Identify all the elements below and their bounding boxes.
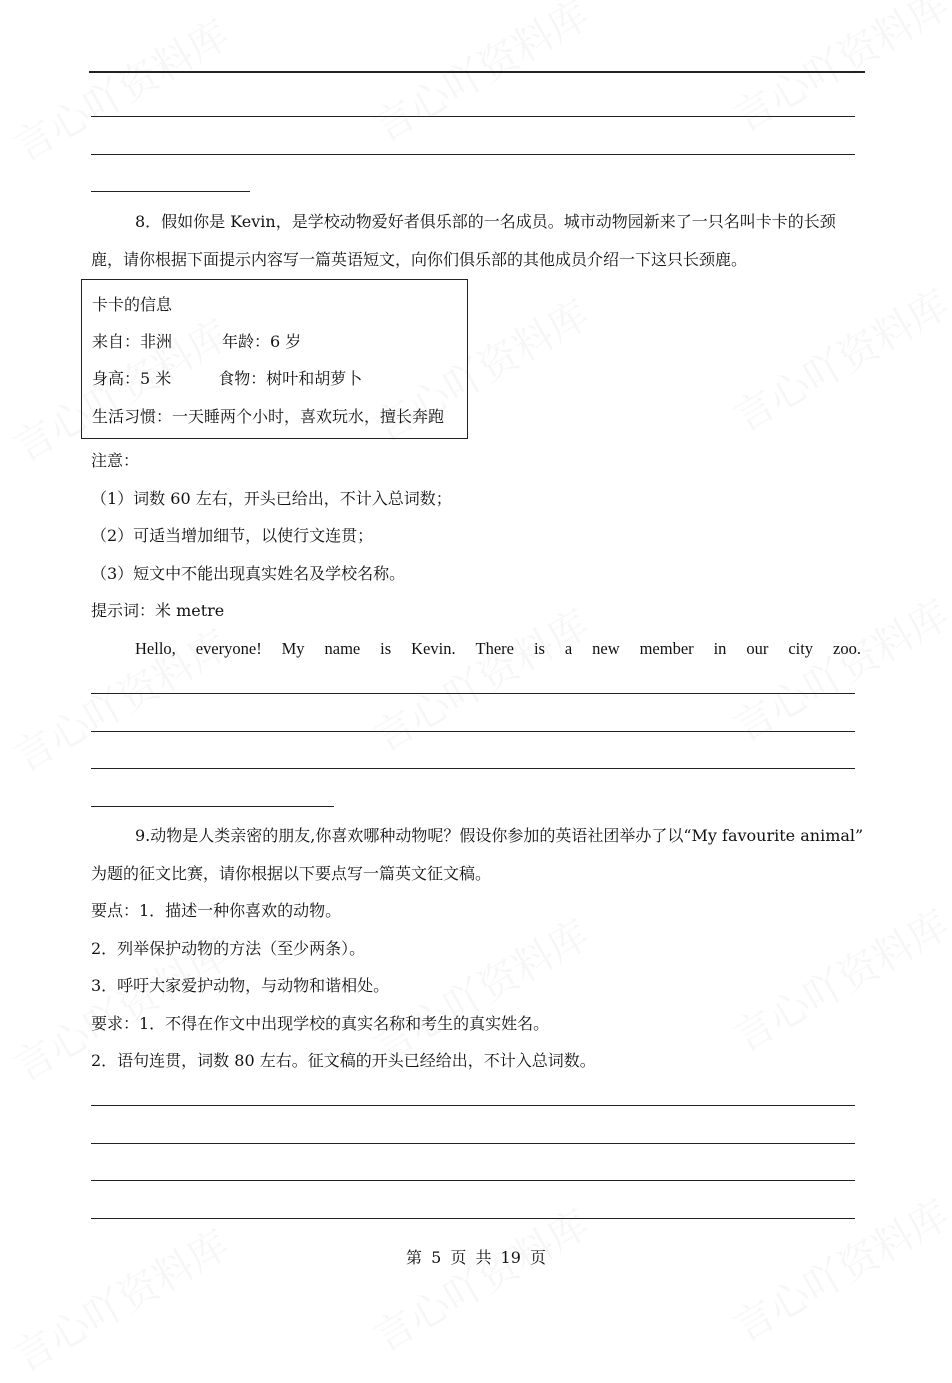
- watermark: [722, 894, 952, 1063]
- watermark: [362, 594, 598, 763]
- q9-point: 要点：1．描述一种你喜欢的动物。: [91, 901, 342, 920]
- answer-line: [91, 116, 855, 117]
- info-title: 卡卡的信息: [92, 295, 173, 314]
- opening-word: Hello,: [135, 639, 176, 658]
- answer-line: [91, 1218, 855, 1219]
- opening-word: zoo.: [833, 639, 861, 658]
- answer-line-short: [91, 806, 334, 807]
- note-item: （3）短文中不能出现真实姓名及学校名称。: [91, 564, 406, 583]
- opening-word: new: [592, 639, 620, 658]
- q9-point: 2．列举保护动物的方法（至少两条）。: [91, 939, 366, 958]
- essay-opening-line: [135, 639, 861, 659]
- watermark: [362, 0, 598, 153]
- opening-word: is: [380, 639, 392, 658]
- opening-word: There: [475, 639, 514, 658]
- answer-line: [91, 1105, 855, 1106]
- header-rule: [89, 71, 865, 73]
- q9-prompt-line1: 9.动物是人类亲密的朋友,你喜欢哪种动物呢？假设你参加的英语社团举办了以“My favourite animal”: [135, 826, 864, 845]
- answer-line: [91, 693, 855, 694]
- opening-word: Kevin.: [411, 639, 456, 658]
- answer-line: [91, 731, 855, 732]
- opening-word: member: [639, 639, 694, 658]
- opening-word: everyone!: [195, 639, 262, 658]
- opening-word: city: [788, 639, 814, 658]
- answer-line-short: [91, 191, 250, 192]
- answer-line: [91, 154, 855, 155]
- watermark: [362, 1194, 598, 1363]
- info-row-1: [92, 332, 301, 352]
- opening-word: our: [746, 639, 769, 658]
- info-age: 年龄：6 岁: [222, 332, 302, 351]
- q8-prompt-line2: 鹿，请你根据下面提示内容写一篇英语短文，向你们俱乐部的其他成员介绍一下这只长颈鹿。: [91, 250, 748, 269]
- watermark: [362, 904, 598, 1073]
- note-item: （2）可适当增加细节，以使行文连贯；: [91, 526, 374, 545]
- info-food: 食物：树叶和胡萝卜: [218, 369, 363, 388]
- opening-word: name: [324, 639, 361, 658]
- opening-word: a: [564, 639, 573, 658]
- info-habits: 生活习惯：一天睡两个小时，喜欢玩水，擅长奔跑: [92, 407, 445, 426]
- watermark: [2, 1214, 238, 1383]
- hint-words: 提示词：米 metre: [91, 601, 225, 620]
- q8-prompt-line1: 8．假如你是 Kevin，是学校动物爱好者俱乐部的一名成员。城市动物园新来了一只名叫卡卡的长颈: [135, 212, 836, 231]
- q9-prompt-line2: 为题的征文比赛，请你根据以下要点写一篇英文征文稿。: [91, 864, 492, 883]
- watermark: [722, 1184, 952, 1353]
- watermark: [722, 274, 952, 443]
- watermark: [2, 4, 238, 173]
- answer-line: [91, 1143, 855, 1144]
- info-row-2: [92, 369, 362, 389]
- watermark: [722, 584, 952, 753]
- info-height: 身高：5 米: [92, 369, 172, 388]
- opening-word: in: [713, 639, 727, 658]
- q9-requirement: 要求：1．不得在作文中出现学校的真实名称和考生的真实姓名。: [91, 1014, 550, 1033]
- giraffe-info-box: [81, 279, 468, 439]
- opening-word: My: [281, 639, 305, 658]
- page-number: 第 5 页 共 19 页: [406, 1248, 546, 1267]
- notes-title: 注意：: [91, 451, 140, 470]
- answer-line: [91, 1180, 855, 1181]
- note-item: （1）词数 60 左右，开头已给出，不计入总词数；: [91, 489, 452, 508]
- answer-line: [91, 768, 855, 769]
- q9-point: 3．呼吁大家爱护动物，与动物和谐相处。: [91, 976, 390, 995]
- info-from: 来自：非洲: [92, 332, 173, 351]
- opening-word: is: [533, 639, 545, 658]
- q9-requirement: 2．语句连贯，词数 80 左右。征文稿的开头已经给出，不计入总词数。: [91, 1051, 596, 1070]
